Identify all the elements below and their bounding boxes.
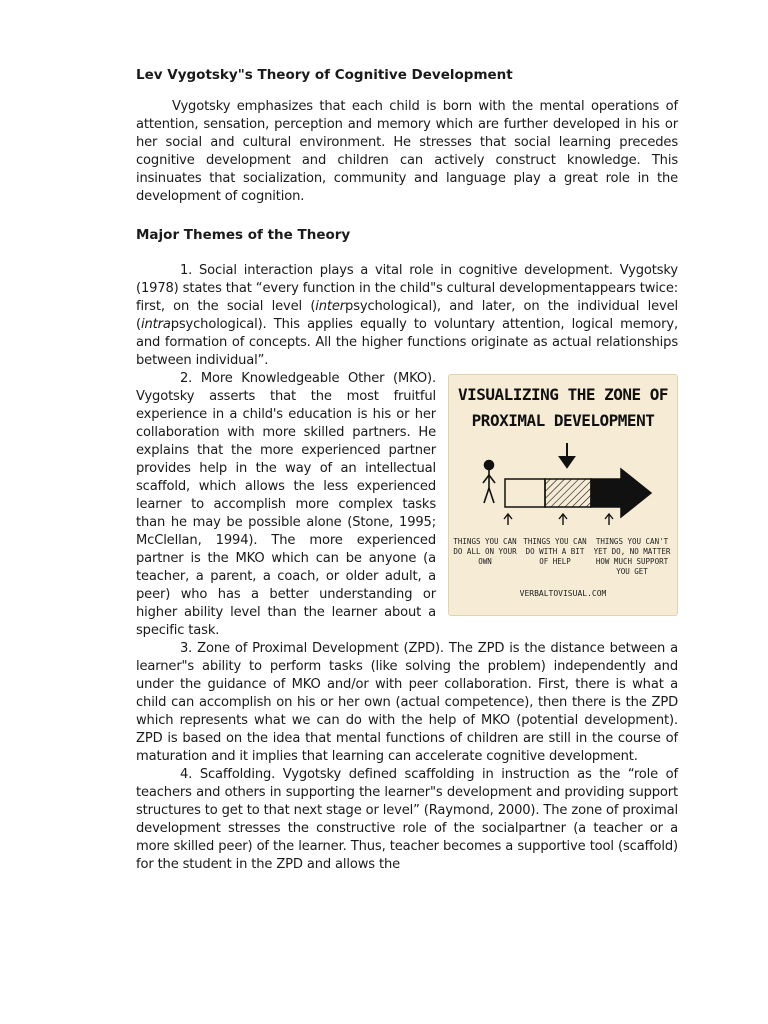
- themes-heading: Major Themes of the Theory: [136, 227, 351, 243]
- theme-1-paragraph: [136, 262, 678, 370]
- zpd-figure: [448, 374, 678, 616]
- caption-with-help: THINGS YOU CAN DO WITH A BIT OF HELP: [523, 537, 587, 566]
- theme-1-text-a: 1. Social interaction plays a vital role in cognitive development. Vygotsky (1978) states that “every function in the child"s cultural developmentappears twice: first, on the social level (: [136, 263, 678, 314]
- theme-1-inter: inter: [315, 299, 346, 314]
- caption-on-your-own: THINGS YOU CAN DO ALL ON YOUR OWN: [453, 537, 517, 566]
- theme-1-text-c: psychological). This applies equally to voluntary attention, logical memory, and formation of concepts. All the higher functions originate as actual relationships between individual”.: [136, 317, 678, 368]
- figure-credit: VERBALTOVISUAL.COM: [519, 589, 607, 598]
- theme-3-paragraph: 3. Zone of Proximal Development (ZPD). The ZPD is the distance between a learner"s ability to perform tasks (like solving the problem) independently and under the guidance of MKO and/or with peer collaboration. First, there is what a child can accomplish on his or her own (actual competence), then there is the ZPD which represents what we can do with the help of MKO (potential development). ZPD is based on the idea that mental functions of children are still in the course of maturation and it implies that learning can accelerate cognitive development.: [136, 641, 678, 764]
- theme-2-section: [136, 370, 678, 640]
- document-page: [136, 66, 678, 874]
- up-arrow-icons: [504, 514, 613, 525]
- down-arrow-icon: [560, 443, 574, 467]
- document-title: Lev Vygotsky"s Theory of Cognitive Development: [136, 67, 513, 83]
- caption-cant-do: THINGS YOU CAN'T YET DO, NO MATTER HOW MUCH SUPPORT YOU GET: [593, 537, 671, 576]
- figure-title-line-1: VISUALIZING THE ZONE OF: [457, 385, 669, 404]
- stick-figure-icon: [483, 461, 495, 504]
- figure-title-line-2: PROXIMAL DEVELOPMENT: [471, 411, 655, 430]
- theme-1-intra: intra: [140, 317, 171, 332]
- theme-1-text-b: psychological), and later, on the individual level (: [136, 299, 678, 332]
- zpd-diagram: [449, 375, 677, 615]
- theme-2-paragraph: 2. More Knowledgeable Other (MKO). Vygotsky asserts that the most fruitful experience in a child's education is his or her collaboration with more skilled partners. He explains that the more experienced partner provides help in the way of an intellectual scaffold, which allows the less experienced learner to accomplish more complex tasks than he may be possible alone (Stone, 1995; McClellan, 1994). The more experienced partner is the MKO which can be anyone (a teacher, a parent, a coach, or older adult, a peer) who has a better understanding or higher ability level than the learner about a specific task.: [136, 371, 436, 638]
- intro-paragraph: Vygotsky emphasizes that each child is born with the mental operations of attention, sensation, perception and memory which are further developed in his or her social and cultural environment. He stresses that social learning precedes cognitive development and children can actively construct knowledge. This insinuates that socialization, community and language play a great role in the development of cognition.: [136, 99, 678, 204]
- zpd-arrow: [505, 469, 651, 517]
- theme-4-paragraph: 4. Scaffolding. Vygotsky defined scaffolding in instruction as the “role of teachers and others in supporting the learner"s development and providing support structures to get to that next stage or level” (Raymond, 2000). The zone of proximal development stresses the constructive role of the socialpartner (a teacher or a more skilled peer) of the learner. Thus, teacher becomes a supportive tool (scaffold) for the student in the ZPD and allows the: [136, 767, 678, 872]
